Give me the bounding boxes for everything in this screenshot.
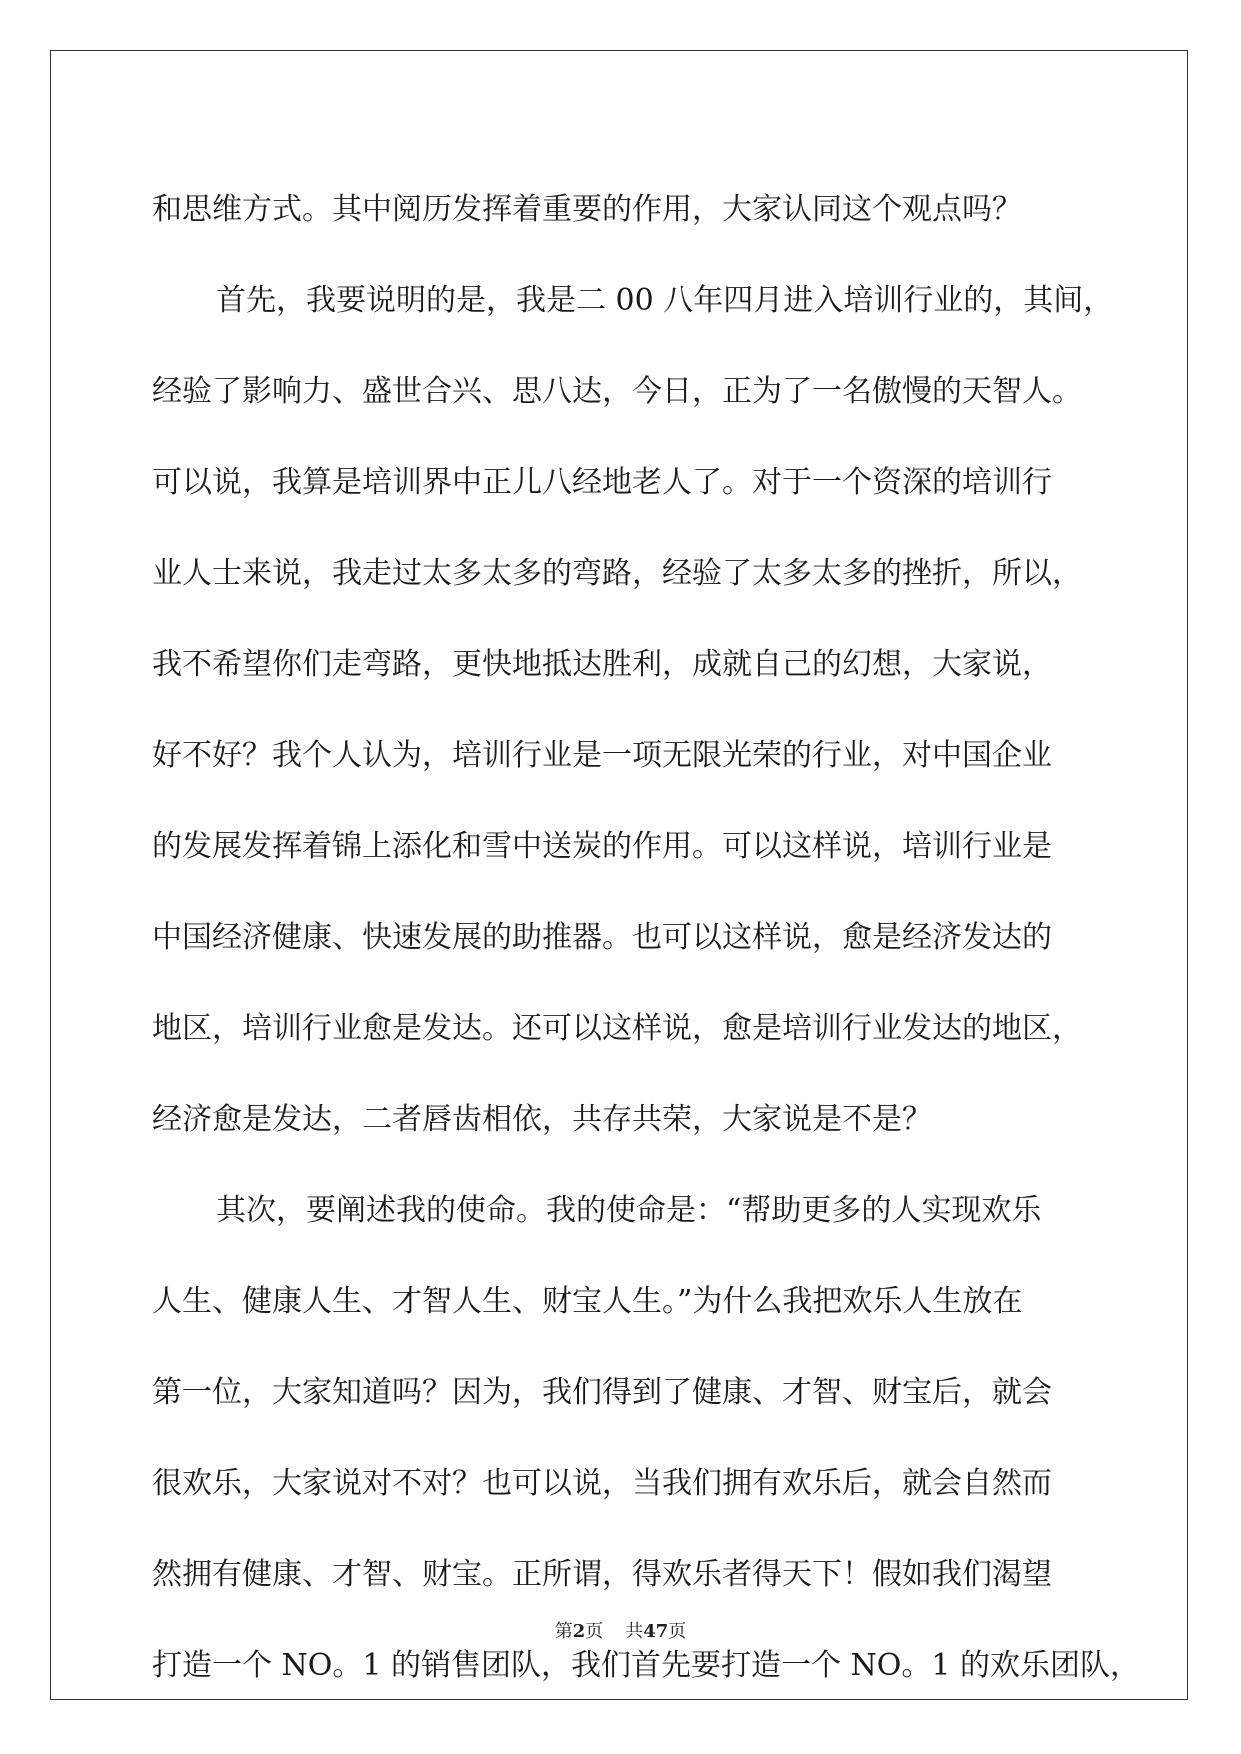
text-line: 可以说，我算是培训界中正儿八经地老人了。对于一个资深的培训行 [152,465,1052,500]
page-number: 2 [572,1621,586,1642]
total-prefix: 共 [625,1621,644,1642]
text-line: 然拥有健康、才智、财宝。正所谓，得欢乐者得天下！假如我们渴望 [152,1557,1052,1592]
text-line: 经济愈是发达，二者唇齿相依，共存共荣，大家说是不是？ [152,1102,932,1137]
text-line: 好不好？我个人认为，培训行业是一项无限光荣的行业，对中国企业 [152,738,1052,773]
text-line: 经验了影响力、盛世合兴、思八达，今日，正为了一名傲慢的天智人。 [152,374,1082,409]
page-footer [0,1617,1241,1643]
text-line: 中国经济健康、快速发展的助推器。也可以这样说，愈是经济发达的 [152,920,1052,955]
text-line: 打造一个 NO。1 的销售团队，我们首先要打造一个 NO。1 的欢乐团队， [152,1648,1141,1683]
text-line: 人生、健康人生、才智人生、财宝人生。”为什么我把欢乐人生放在 [152,1284,1023,1319]
document-body [152,164,1141,1711]
text-line: 的发展发挥着锦上添化和雪中送炭的作用。可以这样说，培训行业是 [152,829,1052,864]
total-pages: 47 [643,1621,669,1642]
text-line: 其次，要阐述我的使命。我的使命是：“帮助更多的人实现欢乐 [216,1193,1042,1228]
page-prefix: 第 [554,1621,573,1642]
text-line: 很欢乐，大家说对不对？也可以说，当我们拥有欢乐后，就会自然而 [152,1466,1052,1501]
page-suffix: 页 [585,1621,604,1642]
text-line: 业人士来说，我走过太多太多的弯路，经验了太多太多的挫折，所以， [152,556,1082,591]
text-line: 第一位，大家知道吗？因为，我们得到了健康、才智、财宝后，就会 [152,1375,1052,1410]
text-line: 地区，培训行业愈是发达。还可以这样说，愈是培训行业发达的地区， [152,1011,1082,1046]
text-line: 首先，我要说明的是，我是二 00 八年四月进入培训行业的，其间， [216,283,1114,318]
total-suffix: 页 [668,1621,687,1642]
text-line: 我不希望你们走弯路，更快地抵达胜利，成就自己的幻想，大家说， [152,647,1052,682]
text-line: 和思维方式。其中阅历发挥着重要的作用，大家认同这个观点吗？ [152,192,1022,227]
